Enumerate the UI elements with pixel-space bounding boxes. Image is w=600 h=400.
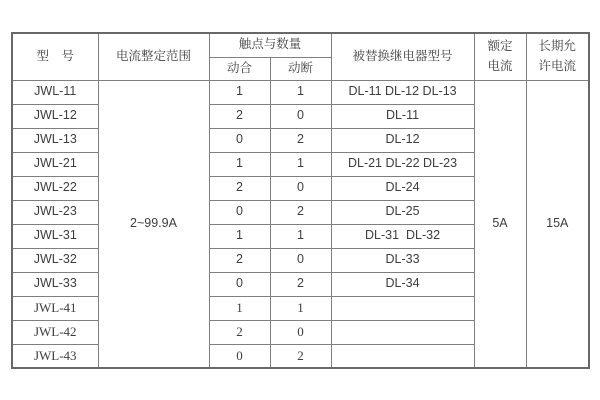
rated-current-value: 5A [474, 80, 526, 368]
no-count-cell: 0 [209, 344, 270, 368]
header-long-term-current-line2: 许电流 [538, 58, 577, 73]
replaced-models-cell: DL-24 [331, 176, 474, 200]
table-row [12, 80, 589, 104]
no-count-cell: 2 [209, 248, 270, 272]
header-long-term-current-line1: 长期允 [538, 39, 577, 54]
no-count-cell: 1 [209, 224, 270, 248]
replaced-models-cell [331, 320, 474, 344]
model-cell: JWL-32 [12, 248, 98, 272]
header-current-setting-range: 电流整定范围 [98, 33, 209, 80]
replaced-models-cell: DL-31 DL-32 [331, 224, 474, 248]
nc-count-cell: 0 [270, 104, 331, 128]
nc-count-cell: 0 [270, 176, 331, 200]
replaced-models-cell: DL-33 [331, 248, 474, 272]
nc-count-cell: 1 [270, 152, 331, 176]
header-normally-open: 动合 [209, 57, 270, 80]
no-count-cell: 0 [209, 200, 270, 224]
model-cell: JWL-31 [12, 224, 98, 248]
nc-count-cell: 2 [270, 272, 331, 296]
relay-spec-table [11, 32, 590, 369]
model-cell: JWL-13 [12, 128, 98, 152]
replaced-models-cell: DL-21 DL-22 DL-23 [331, 152, 474, 176]
header-rated-current-line2: 电流 [487, 58, 513, 73]
model-cell: JWL-33 [12, 272, 98, 296]
nc-count-cell: 1 [270, 224, 331, 248]
no-count-cell: 1 [209, 296, 270, 320]
replaced-models-cell: DL-12 [331, 128, 474, 152]
replaced-models-cell: DL-11 DL-12 DL-13 [331, 80, 474, 104]
model-cell: JWL-21 [12, 152, 98, 176]
long-term-current-value: 15A [526, 80, 589, 368]
model-cell: JWL-23 [12, 200, 98, 224]
model-cell: JWL-22 [12, 176, 98, 200]
replaced-models-cell [331, 344, 474, 368]
nc-count-cell: 1 [270, 80, 331, 104]
model-cell: JWL-41 [12, 296, 98, 320]
header-long-term-current [526, 33, 589, 80]
replaced-models-cell: DL-34 [331, 272, 474, 296]
nc-count-cell: 2 [270, 344, 331, 368]
no-count-cell: 2 [209, 320, 270, 344]
replaced-models-cell: DL-25 [331, 200, 474, 224]
current-setting-range-value: 2~99.9A [98, 80, 209, 368]
header-normally-closed: 动断 [270, 57, 331, 80]
header-rated-current-line1: 额定 [487, 39, 513, 54]
no-count-cell: 0 [209, 272, 270, 296]
replaced-models-cell [331, 296, 474, 320]
nc-count-cell: 0 [270, 248, 331, 272]
no-count-cell: 1 [209, 152, 270, 176]
no-count-cell: 2 [209, 176, 270, 200]
model-cell: JWL-42 [12, 320, 98, 344]
nc-count-cell: 1 [270, 296, 331, 320]
model-cell: JWL-12 [12, 104, 98, 128]
model-cell: JWL-43 [12, 344, 98, 368]
replaced-models-cell: DL-11 [331, 104, 474, 128]
nc-count-cell: 2 [270, 128, 331, 152]
no-count-cell: 2 [209, 104, 270, 128]
header-replaced-relay-models: 被替换继电器型号 [331, 33, 474, 80]
header-contacts-group: 触点与数量 [209, 33, 331, 57]
header-model: 型 号 [12, 33, 98, 80]
header-row-1 [12, 33, 589, 57]
model-cell: JWL-11 [12, 80, 98, 104]
no-count-cell: 1 [209, 80, 270, 104]
nc-count-cell: 0 [270, 320, 331, 344]
nc-count-cell: 2 [270, 200, 331, 224]
no-count-cell: 0 [209, 128, 270, 152]
header-rated-current [474, 33, 526, 80]
